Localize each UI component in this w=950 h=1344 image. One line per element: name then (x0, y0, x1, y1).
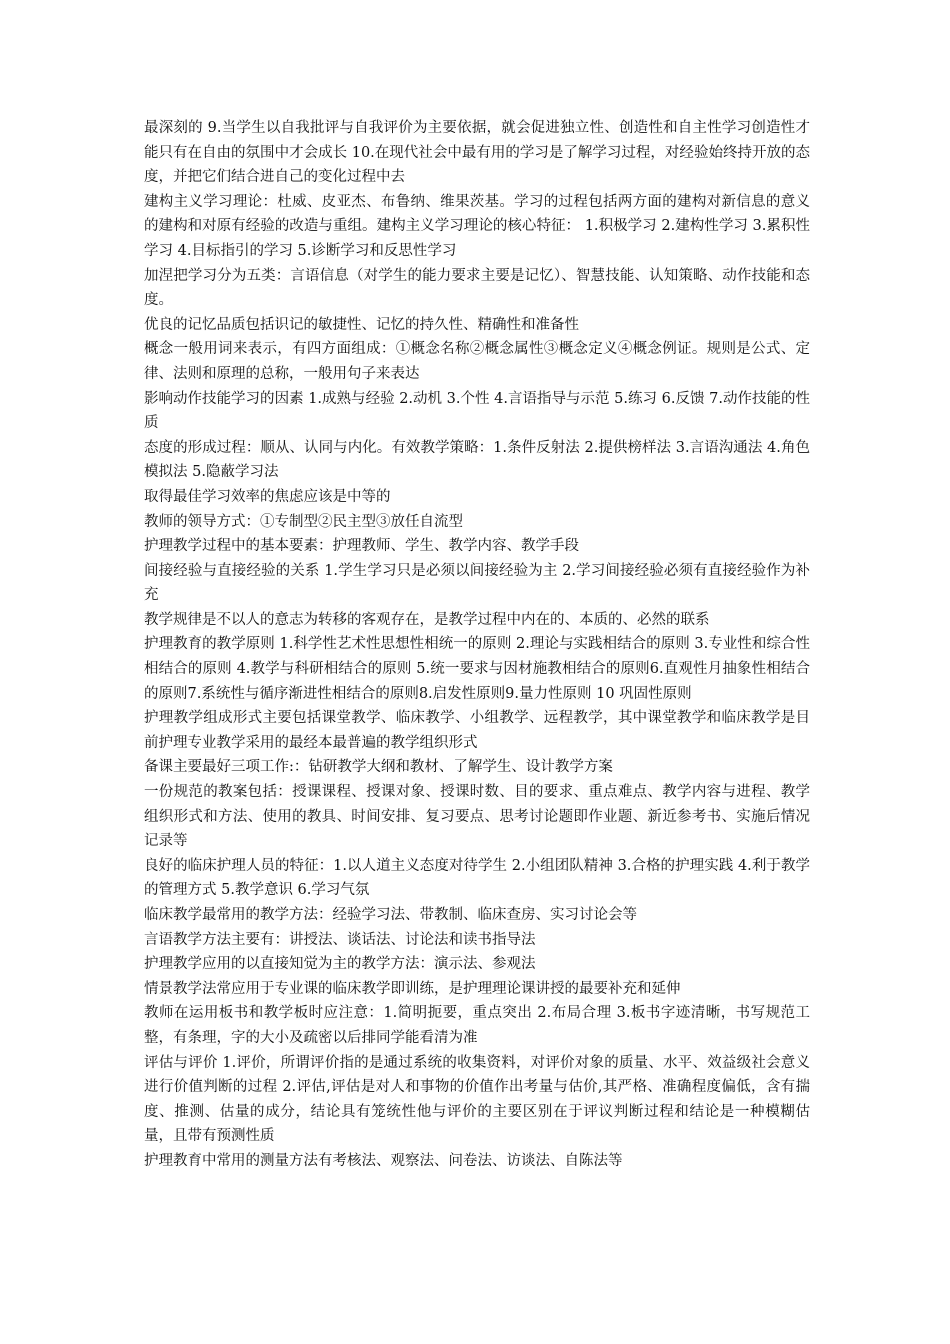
document-body (144, 116, 810, 1174)
paragraph: 影响动作技能学习的因素 1.成熟与经验 2.动机 3.个性 4.言语指导与示范 5.练习 6.反馈 7.动作技能的性质 (144, 390, 810, 432)
paragraph: 教师的领导方式：①专制型②民主型③放任自流型 (144, 513, 463, 530)
paragraph: 良好的临床护理人员的特征：1.以人道主义态度对待学生 2.小组团队精神 3.合格的护理实践 4.利于教学的管理方式 5.教学意识 6.学习气氛 (144, 857, 810, 899)
paragraph: 加涅把学习分为五类：言语信息（对学生的能力要求主要是记忆）、智慧技能、认知策略、动作技能和态度。 (144, 267, 810, 309)
paragraph: 最深刻的 9.当学生以自我批评与自我评价为主要依据，就会促进独立性、创造性和自主性学习创造性才能只有在自由的氛围中才会成长 10.在现代社会中最有用的学习是了解学习过程，对经验始终持开放的态度，并把它们结合进自己的变化过程中去 (144, 120, 810, 186)
paragraph: 建构主义学习理论：杜威、皮亚杰、布鲁纳、维果茨基。学习的过程包括两方面的建构对新信息的意义的建构和对原有经验的改造与重组。建构主义学习理论的核心特征： 1.积极学习 2.建构性学习 3.累积性学习 4.目标指引的学习 5.诊断学习和反思性学习 (144, 193, 810, 259)
paragraph: 言语教学方法主要有：讲授法、谈话法、讨论法和读书指导法 (144, 931, 536, 948)
paragraph: 临床教学最常用的教学方法：经验学习法、带教制、临床查房、实习讨论会等 (144, 907, 637, 923)
paragraph: 间接经验与直接经验的关系 1.学生学习只是必须以间接经验为主 2.学习间接经验必须有直接经验作为补充 (144, 562, 810, 604)
paragraph: 护理教学过程中的基本要素：护理教师、学生、教学内容、教学手段 (144, 538, 579, 555)
paragraph: 态度的形成过程：顺从、认同与内化。有效教学策略：1.条件反射法 2.提供榜样法 3.言语沟通法 4.角色模拟法 5.隐蔽学习法 (144, 439, 810, 481)
paragraph: 评估与评价 1.评价，所谓评价指的是通过系统的收集资料，对评价对象的质量、水平、效益级社会意义进行价值判断的过程 2.评估,评估是对人和事物的价值作出考量与估价,其严格、准确程度偏低，含有揣度、推测、估量的成分，结论具有笼统性他与评价的主要区别在于评议判断过程和结论是一种模糊估量，且带有预测性质 (144, 1054, 810, 1145)
paragraph: 教学规律是不以人的意志为转移的客观存在，是教学过程中内在的、本质的、必然的联系 (144, 611, 710, 628)
paragraph: 护理教学应用的以直接知觉为主的教学方法：演示法、参观法 (144, 956, 536, 973)
paragraph: 教师在运用板书和教学板时应注意：1.简明扼要，重点突出 2.布局合理 3.板书字迹清晰，书写规范工整，有条理，字的大小及疏密以后排同学能看清为准 (144, 1005, 810, 1046)
paragraph: 护理教育中常用的测量方法有考核法、观察法、问卷法、访谈法、自陈法等 (144, 1152, 623, 1169)
paragraph: 情景教学法常应用于专业课的临床教学即训练，是护理理论课讲授的最要补充和延伸 (144, 980, 681, 997)
paragraph: 护理教学组成形式主要包括课堂教学、临床教学、小组教学、远程教学，其中课堂教学和临床教学是目前护理专业教学采用的最经本最普遍的教学组织形式 (144, 710, 810, 751)
paragraph: 一份规范的教案包括：授课课程、授课对象、授课时数、目的要求、重点难点、教学内容与进程、教学组织形式和方法、使用的教具、时间安排、复习要点、思考讨论题即作业题、新近参考书、实施后情况记录等 (144, 784, 810, 850)
paragraph: 护理教育的教学原则 1.科学性艺术性思想性相统一的原则 2.理论与实践相结合的原则 3.专业性和综合性相结合的原则 4.教学与科研相结合的原则 5.统一要求与因材施教相结合的原则6.直观性月抽象性相结合的原则7.系统性与循序渐进性相结合的原则8.启发性原则9.量力性原则 10 巩固性原则 (144, 636, 810, 702)
paragraph: 概念一般用词来表示，有四方面组成：①概念名称②概念属性③概念定义④概念例证。规则是公式、定律、法则和原理的总称，一般用句子来表达 (144, 341, 810, 382)
paragraph: 取得最佳学习效率的焦虑应该是中等的 (144, 488, 391, 505)
paragraph: 备课主要最好三项工作:：钻研教学大纲和教材、了解学生、设计教学方案 (144, 759, 613, 776)
paragraph: 优良的记忆品质包括识记的敏捷性、记忆的持久性、精确性和准备性 (144, 316, 579, 333)
